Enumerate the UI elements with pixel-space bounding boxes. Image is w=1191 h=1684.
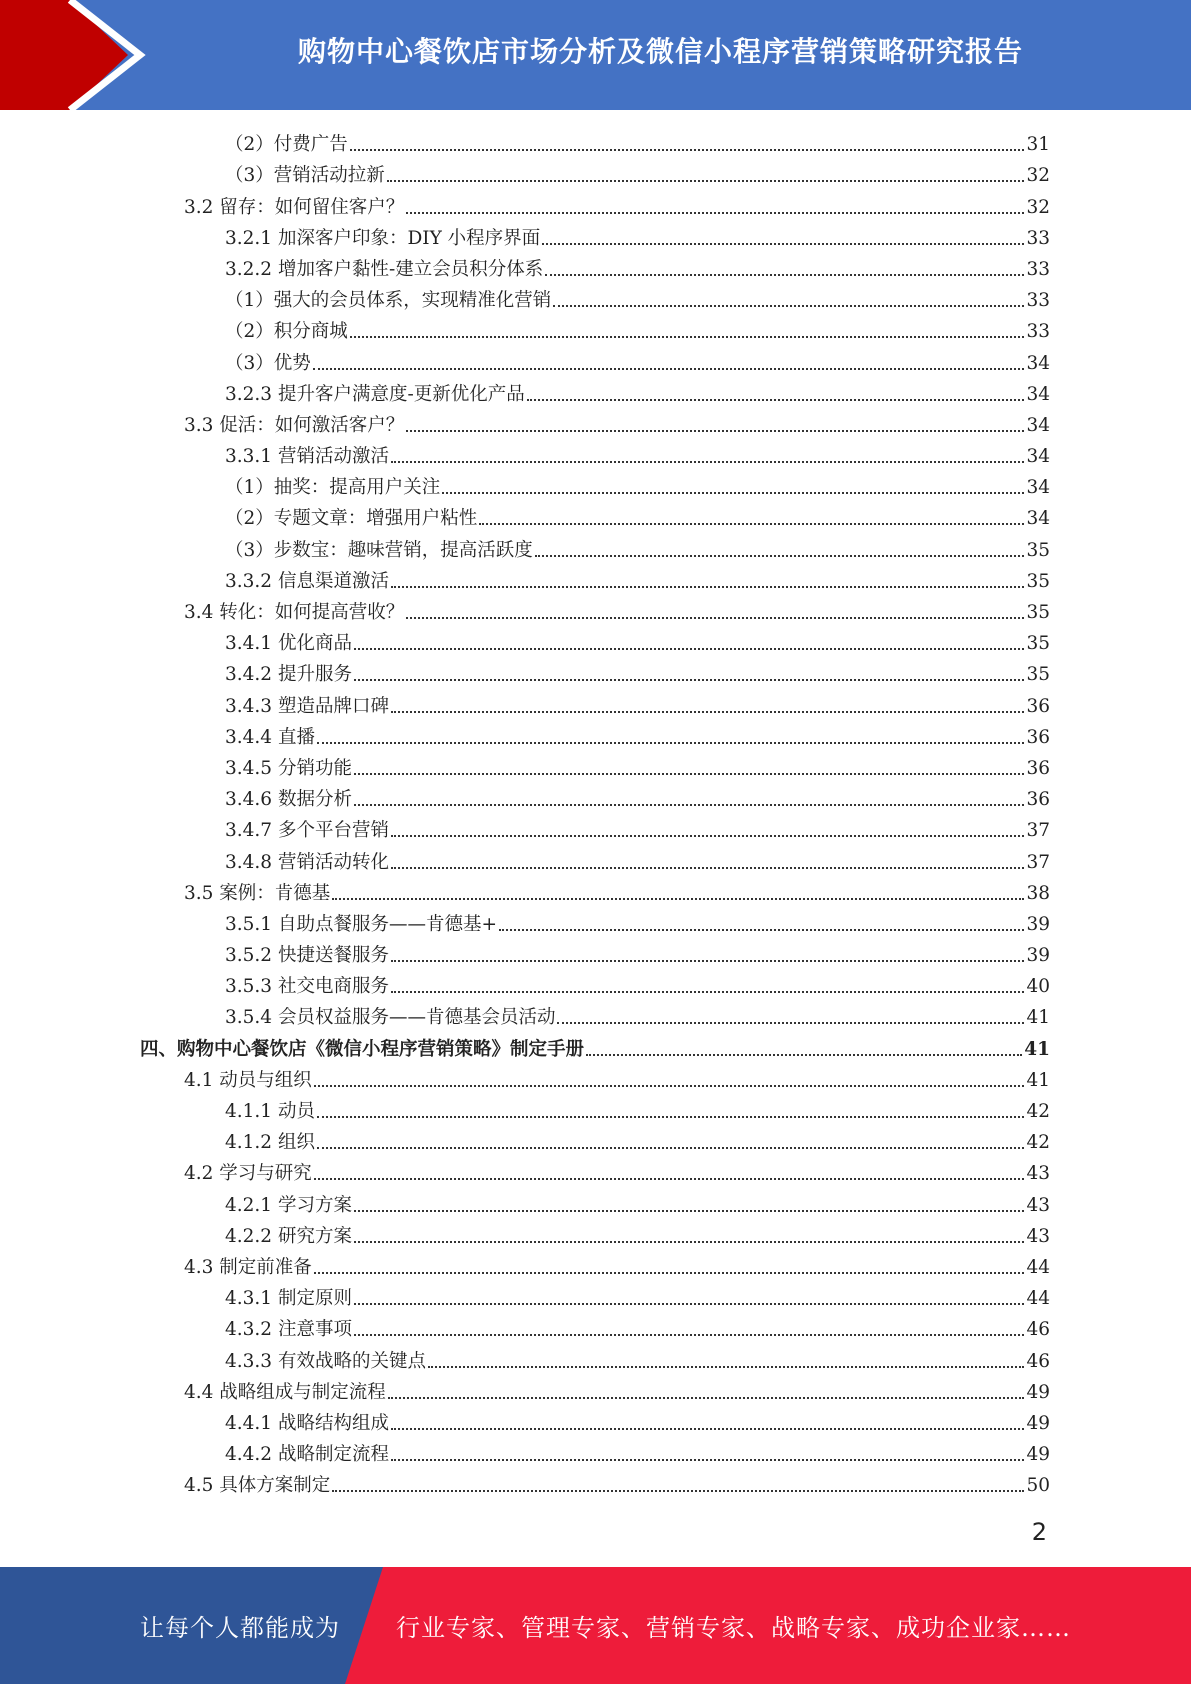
toc-entry[interactable] bbox=[140, 1311, 1050, 1342]
toc-entry[interactable] bbox=[140, 282, 1050, 313]
toc-entry[interactable] bbox=[140, 594, 1050, 625]
toc-entry-page: 39 bbox=[1026, 913, 1050, 935]
toc-dot-leader bbox=[354, 678, 1025, 681]
toc-entry-page: 42 bbox=[1026, 1101, 1050, 1122]
toc-dot-leader bbox=[354, 1240, 1025, 1243]
toc-entry-title: 4.1.1 动员 bbox=[225, 1101, 315, 1122]
toc-dot-leader bbox=[314, 1177, 1025, 1180]
toc-entry[interactable] bbox=[140, 313, 1050, 344]
toc-entry-page: 33 bbox=[1026, 258, 1050, 280]
toc-entry-title: 4.4.1 战略结构组成 bbox=[225, 1412, 389, 1434]
toc-entry-page: 32 bbox=[1026, 196, 1050, 218]
toc-entry-page: 34 bbox=[1026, 414, 1050, 436]
toc-dot-leader bbox=[391, 710, 1024, 713]
toc-entry-title: 4.4 战略组成与制定流程 bbox=[184, 1381, 386, 1403]
toc-entry[interactable] bbox=[140, 1249, 1050, 1280]
toc-entry-title: 3.5.2 快捷送餐服务 bbox=[225, 945, 389, 967]
toc-entry-page: 37 bbox=[1026, 851, 1050, 873]
toc-entry-page: 35 bbox=[1026, 539, 1050, 561]
toc-dot-leader bbox=[332, 1489, 1024, 1492]
toc-dot-leader bbox=[332, 897, 1024, 900]
toc-entry-title: 4.2 学习与研究 bbox=[184, 1163, 312, 1185]
toc-dot-leader bbox=[354, 1302, 1025, 1305]
header-arrow-decoration bbox=[0, 0, 160, 110]
toc-entry-title: （2）付费广告 bbox=[225, 134, 348, 156]
toc-dot-leader bbox=[479, 522, 1024, 525]
toc-entry-title: 3.4 转化：如何提高营收？ bbox=[184, 602, 405, 623]
toc-entry[interactable] bbox=[140, 531, 1050, 562]
page-header bbox=[0, 0, 1191, 110]
toc-dot-leader bbox=[314, 1271, 1025, 1274]
toc-dot-leader bbox=[553, 304, 1024, 307]
toc-entry-title: 3.4.4 直播 bbox=[225, 726, 315, 748]
toc-entry-page: 44 bbox=[1026, 1256, 1050, 1278]
toc-entry[interactable] bbox=[140, 563, 1050, 594]
toc-entry-page: 50 bbox=[1026, 1475, 1050, 1497]
toc-entry-title: （2）专题文章：增强用户粘性 bbox=[225, 508, 478, 530]
footer-slogan-left: 让每个人都能成为 bbox=[140, 1614, 340, 1642]
toc-entry[interactable] bbox=[140, 438, 1050, 469]
toc-entry-page: 33 bbox=[1026, 321, 1050, 343]
toc-entry-title: 4.2.2 研究方案 bbox=[225, 1225, 352, 1247]
toc-entry-page: 36 bbox=[1026, 757, 1050, 779]
toc-entry[interactable] bbox=[140, 1124, 1050, 1155]
toc-entry-page: 43 bbox=[1026, 1225, 1050, 1247]
toc-entry[interactable] bbox=[140, 1342, 1050, 1373]
page-number: 2 bbox=[1031, 1518, 1047, 1546]
document-title: 购物中心餐饮店市场分析及微信小程序营销策略研究报告 bbox=[297, 35, 1023, 68]
toc-entry-page: 37 bbox=[1026, 820, 1050, 842]
toc-entry-title: 3.4.2 提升服务 bbox=[225, 664, 352, 686]
toc-entry-title: 3.2.3 提升客户满意度-更新优化产品 bbox=[225, 383, 525, 405]
toc-entry[interactable] bbox=[140, 344, 1050, 375]
toc-entry[interactable] bbox=[140, 376, 1050, 407]
toc-entry-title: 3.2.1 加深客户印象：DIY 小程序界面 bbox=[225, 227, 541, 249]
toc-entry[interactable] bbox=[140, 1405, 1050, 1436]
toc-entry-page: 36 bbox=[1026, 695, 1050, 717]
toc-entry-page: 34 bbox=[1026, 352, 1050, 374]
toc-entry[interactable] bbox=[140, 687, 1050, 718]
toc-entry-title: （3）优势 bbox=[225, 352, 311, 374]
toc-entry[interactable] bbox=[140, 188, 1050, 219]
toc-entry-title: 3.5.1 自助点餐服务——肯德基+ bbox=[225, 913, 497, 935]
toc-entry-page: 46 bbox=[1026, 1350, 1050, 1372]
toc-dot-leader bbox=[388, 1396, 1025, 1399]
toc-entry-page: 38 bbox=[1026, 882, 1050, 904]
toc-entry-page: 33 bbox=[1026, 227, 1050, 249]
toc-entry[interactable] bbox=[140, 126, 1050, 157]
toc-entry[interactable] bbox=[140, 157, 1050, 188]
toc-entry-title: 3.2.2 增加客户黏性-建立会员积分体系 bbox=[225, 258, 544, 280]
toc-entry[interactable] bbox=[140, 1062, 1050, 1093]
toc-entry-title: 4.5 具体方案制定 bbox=[184, 1475, 331, 1497]
toc-entry-title: （1）抽奖：提高用户关注 bbox=[225, 477, 441, 499]
toc-entry[interactable] bbox=[140, 251, 1050, 282]
toc-entry-title: 4.4.2 战略制定流程 bbox=[225, 1444, 389, 1466]
toc-entry-title: 4.3.2 注意事项 bbox=[225, 1319, 352, 1341]
toc-entry-title: （1）强大的会员体系，实现精准化营销 bbox=[225, 290, 552, 312]
toc-entry-title: 四、购物中心餐饮店《微信小程序营销策略》制定手册 bbox=[140, 1038, 585, 1060]
toc-entry-page: 34 bbox=[1026, 383, 1050, 405]
toc-entry-page: 34 bbox=[1026, 446, 1050, 468]
table-of-contents bbox=[140, 126, 1050, 1498]
toc-dot-leader bbox=[317, 1146, 1025, 1149]
toc-entry-title: 4.2.1 学习方案 bbox=[225, 1194, 352, 1216]
toc-entry-title: （2）积分商城 bbox=[225, 321, 348, 343]
toc-entry-title: 3.5 案例：肯德基 bbox=[184, 882, 331, 904]
toc-entry[interactable] bbox=[140, 625, 1050, 656]
page-footer bbox=[0, 1567, 1191, 1684]
toc-entry[interactable] bbox=[140, 1218, 1050, 1249]
toc-dot-leader bbox=[387, 179, 1025, 182]
toc-entry-title: 4.3.1 制定原则 bbox=[225, 1288, 352, 1310]
toc-entry[interactable] bbox=[140, 1374, 1050, 1405]
toc-dot-leader bbox=[354, 772, 1025, 775]
toc-entry[interactable] bbox=[140, 220, 1050, 251]
toc-entry-page: 35 bbox=[1026, 664, 1050, 686]
toc-dot-leader bbox=[391, 866, 1024, 869]
toc-dot-leader bbox=[428, 1365, 1024, 1368]
toc-entry-page: 31 bbox=[1026, 134, 1050, 156]
toc-entry-page: 35 bbox=[1026, 602, 1050, 623]
toc-dot-leader bbox=[545, 273, 1024, 276]
toc-dot-leader bbox=[317, 741, 1025, 744]
toc-entry-title: 4.1 动员与组织 bbox=[184, 1069, 312, 1091]
toc-dot-leader bbox=[350, 335, 1025, 338]
toc-entry[interactable] bbox=[140, 1467, 1050, 1498]
toc-dot-leader bbox=[391, 460, 1024, 463]
toc-entry-page: 39 bbox=[1026, 945, 1050, 967]
toc-entry-page: 35 bbox=[1026, 570, 1050, 592]
toc-entry[interactable] bbox=[140, 750, 1050, 781]
toc-entry[interactable] bbox=[140, 906, 1050, 937]
toc-dot-leader bbox=[317, 1115, 1025, 1118]
toc-entry-title: （3）步数宝：趣味营销，提高活跃度 bbox=[225, 539, 533, 561]
toc-entry[interactable] bbox=[140, 500, 1050, 531]
toc-dot-leader bbox=[542, 242, 1024, 245]
toc-dot-leader bbox=[313, 367, 1025, 370]
toc-dot-leader bbox=[586, 1053, 1022, 1056]
toc-entry-title: 3.3.2 信息渠道激活 bbox=[225, 570, 389, 592]
toc-entry-page: 49 bbox=[1026, 1381, 1050, 1403]
toc-dot-leader bbox=[391, 1458, 1024, 1461]
toc-entry[interactable] bbox=[140, 1436, 1050, 1467]
toc-entry-title: 3.2 留存：如何留住客户？ bbox=[184, 196, 405, 218]
toc-dot-leader bbox=[354, 1333, 1025, 1336]
toc-entry-page: 49 bbox=[1026, 1444, 1050, 1466]
toc-entry-page: 33 bbox=[1026, 290, 1050, 312]
toc-entry[interactable] bbox=[140, 875, 1050, 906]
toc-entry-title: 3.3 促活：如何激活客户？ bbox=[184, 414, 405, 436]
toc-dot-leader bbox=[354, 1209, 1025, 1212]
toc-entry-page: 40 bbox=[1026, 976, 1050, 998]
toc-entry-title: 3.3.1 营销活动激活 bbox=[225, 446, 389, 468]
toc-entry-page: 49 bbox=[1026, 1412, 1050, 1434]
toc-entry[interactable] bbox=[140, 469, 1050, 500]
footer-slogan-right: 行业专家、管理专家、营销专家、战略专家、成功企业家…… bbox=[396, 1614, 1071, 1642]
toc-dot-leader bbox=[499, 928, 1024, 931]
toc-entry-title: 3.4.5 分销功能 bbox=[225, 757, 352, 779]
toc-entry-title: 3.5.4 会员权益服务——肯德基会员活动 bbox=[225, 1007, 556, 1029]
toc-entry-page: 43 bbox=[1026, 1194, 1050, 1216]
toc-dot-leader bbox=[527, 398, 1025, 401]
toc-entry-page: 46 bbox=[1026, 1319, 1050, 1341]
toc-entry[interactable] bbox=[140, 1093, 1050, 1124]
toc-entry[interactable] bbox=[140, 843, 1050, 874]
toc-entry-title: 3.4.6 数据分析 bbox=[225, 789, 352, 811]
toc-entry-page: 36 bbox=[1026, 726, 1050, 748]
toc-entry[interactable] bbox=[140, 656, 1050, 687]
toc-entry-title: 3.4.3 塑造品牌口碑 bbox=[225, 695, 389, 717]
toc-dot-leader bbox=[406, 429, 1024, 432]
toc-entry[interactable] bbox=[140, 1030, 1050, 1061]
toc-entry[interactable] bbox=[140, 999, 1050, 1030]
toc-entry-title: 3.4.7 多个平台营销 bbox=[225, 820, 389, 842]
toc-entry-title: 4.3.3 有效战略的关键点 bbox=[225, 1350, 426, 1372]
toc-entry-title: 3.4.8 营销活动转化 bbox=[225, 851, 389, 873]
toc-dot-leader bbox=[442, 491, 1024, 494]
toc-entry-page: 43 bbox=[1026, 1163, 1050, 1185]
toc-dot-leader bbox=[354, 803, 1025, 806]
toc-entry-page: 34 bbox=[1026, 477, 1050, 499]
toc-dot-leader bbox=[391, 585, 1024, 588]
toc-dot-leader bbox=[314, 1084, 1025, 1087]
toc-entry[interactable] bbox=[140, 937, 1050, 968]
toc-entry-title: 3.4.1 优化商品 bbox=[225, 633, 352, 655]
toc-dot-leader bbox=[406, 616, 1024, 619]
toc-dot-leader bbox=[535, 554, 1025, 557]
toc-entry[interactable] bbox=[140, 812, 1050, 843]
toc-entry[interactable] bbox=[140, 1186, 1050, 1217]
toc-dot-leader bbox=[391, 834, 1024, 837]
toc-dot-leader bbox=[354, 647, 1025, 650]
toc-entry-page: 34 bbox=[1026, 508, 1050, 530]
toc-entry-page: 35 bbox=[1026, 633, 1050, 655]
toc-entry-title: （3）营销活动拉新 bbox=[225, 165, 385, 187]
toc-entry[interactable] bbox=[140, 781, 1050, 812]
toc-entry-page: 44 bbox=[1026, 1288, 1050, 1310]
toc-entry[interactable] bbox=[140, 407, 1050, 438]
toc-entry[interactable] bbox=[140, 968, 1050, 999]
toc-entry-page: 42 bbox=[1026, 1132, 1050, 1154]
toc-entry[interactable] bbox=[140, 1280, 1050, 1311]
toc-entry[interactable] bbox=[140, 1155, 1050, 1186]
toc-dot-leader bbox=[557, 1021, 1024, 1024]
toc-dot-leader bbox=[391, 1427, 1024, 1430]
toc-entry-page: 41 bbox=[1026, 1007, 1050, 1029]
toc-entry-title: 4.3 制定前准备 bbox=[184, 1256, 312, 1278]
toc-entry-page: 32 bbox=[1026, 165, 1050, 187]
toc-entry-title: 3.5.3 社交电商服务 bbox=[225, 976, 389, 998]
toc-entry-page: 36 bbox=[1026, 789, 1050, 811]
toc-dot-leader bbox=[391, 959, 1024, 962]
toc-dot-leader bbox=[350, 148, 1025, 151]
toc-entry-title: 4.1.2 组织 bbox=[225, 1132, 315, 1154]
toc-entry-page: 41 bbox=[1024, 1038, 1050, 1060]
toc-dot-leader bbox=[391, 990, 1024, 993]
toc-entry[interactable] bbox=[140, 719, 1050, 750]
toc-entry-page: 41 bbox=[1026, 1069, 1050, 1091]
toc-dot-leader bbox=[406, 211, 1024, 214]
